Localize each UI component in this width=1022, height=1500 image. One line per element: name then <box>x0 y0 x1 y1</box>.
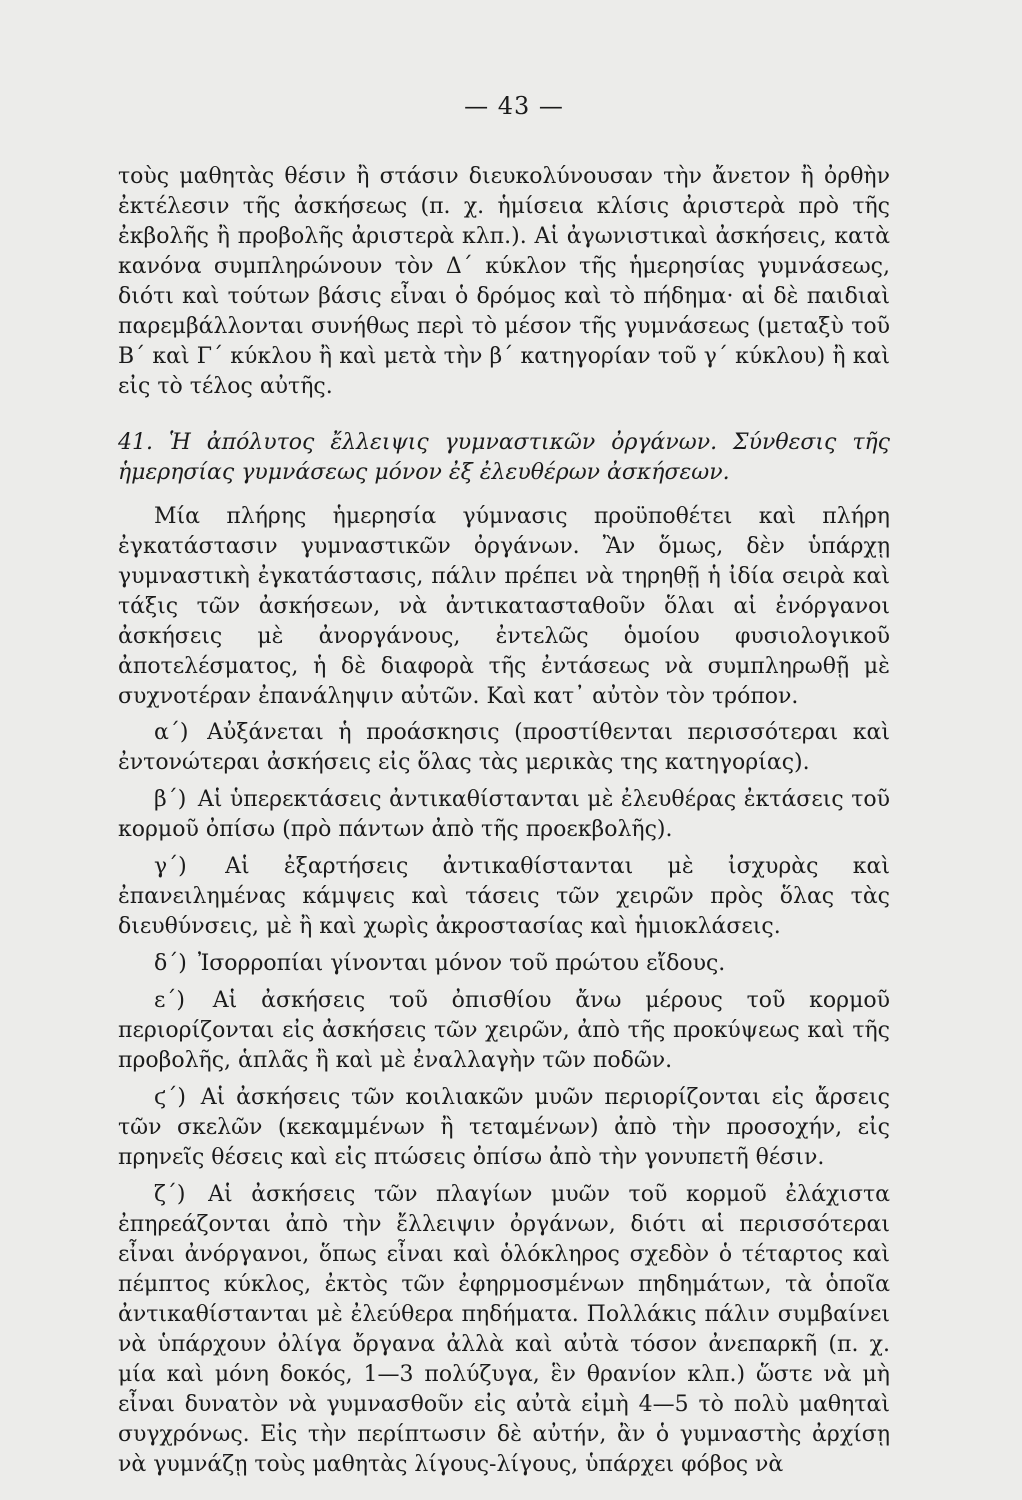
section-title: Ἡ ἀπόλυτος ἔλλειψις γυμναστικῶν ὀργάνων. Σύνθεσις τῆς ἡμερησίας γυμνάσεως μόνον ἐξ ἐλευθέρων ἀσκήσεων. <box>118 430 890 485</box>
page-number: — 43 — <box>464 92 564 120</box>
list-item-marker: ζ΄) <box>154 1182 186 1207</box>
list-item-text: Αἱ ἀσκήσεις τοῦ ὀπισθίου ἄνω μέρους τοῦ κορμοῦ περιορίζονται εἰς ἀσκήσεις τῶν χειρῶν, ἀπὸ τῆς προκύψεως καὶ τῆς προβολῆς, ἁπλᾶς ἢ καὶ μὲ ἐναλλαγὴν τῶν ποδῶν. <box>118 988 890 1073</box>
list-item-text: Αἱ ἀσκήσεις τῶν πλαγίων μυῶν τοῦ κορμοῦ ἐλάχιστα ἐπηρεάζονται ἀπὸ τὴν ἔλλειψιν ὀργάνων, διότι αἱ περισσότεραι εἶναι ἀνόργανοι, ὅπως εἶναι καὶ ὁλόκληρος σχεδὸν ὁ τέταρτος καὶ πέμπτος κύκλος, ἐκτὸς τῶν ἐφηρμοσμένων πηδημάτων, τὰ ὁποῖα ἀντικαθίστανται μὲ ἐλεύθερα πηδήματα. Πολλάκις πάλιν συμβαίνει νὰ ὑπάρχουν ὀλίγα ὄργανα ἀλλὰ καὶ αὐτὰ τόσον ἀνεπαρκῆ (π. χ. μία καὶ μόνη δοκός, 1—3 πολύζυγα, ἓν θρανίον κλπ.) ὥστε νὰ μὴ εἶναι δυνατὸν νὰ γυμνασθοῦν εἰς αὐτὰ εἰμὴ 4—5 τὸ πολὺ μαθηταὶ συγχρόνως. Εἰς τὴν περίπτωσιν δὲ αὐτήν, ἂν ὁ γυμναστὴς ἀρχίσῃ νὰ γυμνάζῃ τοὺς μαθητὰς λίγους-λίγους, ὑπάρχει φόβος νὰ <box>118 1182 890 1477</box>
list-item-text: Αἱ ὑπερεκτάσεις ἀντικαθίστανται μὲ ἐλευθέρας ἐκτάσεις τοῦ κορμοῦ ὀπίσω (πρὸ πάντων ἀπὸ τῆς προεκβολῆς). <box>118 787 890 842</box>
list-item-marker: ε΄) <box>154 988 185 1013</box>
paragraph-intro: Μία πλήρης ἡμερησία γύμνασις προϋποθέτει καὶ πλήρη ἐγκατάστασιν γυμναστικῶν ὀργάνων. Ἂν ὅμως, δὲν ὑπάρχῃ γυμναστικὴ ἐγκατάστασις, πάλιν πρέπει νὰ τηρηθῇ ἡ ἰδία σειρὰ καὶ τάξις τῶν ἀσκήσεων, νὰ ἀντικατασταθοῦν ὅλαι αἱ ἐνόργανοι ἀσκήσεις μὲ ἀνοργάνους, ἐντελῶς ὁμοίου φυσιολογικοῦ ἀποτελέσματος, ἡ δὲ διαφορὰ τῆς ἐντάσεως νὰ συμπληρωθῇ μὲ συχνοτέραν ἐπανάληψιν αὐτῶν. Καὶ κατ᾿ αὐτὸν τὸν τρόπον. <box>118 504 890 709</box>
list-item <box>118 852 890 942</box>
list-item-marker: α΄) <box>154 720 189 745</box>
list-item-marker: γ΄) <box>154 854 187 879</box>
substitution-list <box>118 718 890 1480</box>
paragraph-continuation: τοὺς μαθητὰς θέσιν ἢ στάσιν διευκολύνουσαν τὴν ἄνετον ἢ ὀρθὴν ἐκτέλεσιν τῆς ἀσκήσεως (π. χ. ἡμίσεια κλίσις ἀριστερὰ πρὸ τῆς ἐκβολῆς ἢ προβολῆς ἀριστερὰ κλπ.). Αἱ ἀγωνιστικαὶ ἀσκήσεις, κατὰ κανόνα συμπληρώνουν τὸν Δ΄ κύκλον τῆς ἡμερησίας γυμνάσεως, διότι καὶ τούτων βάσις εἶναι ὁ δρόμος καὶ τὸ πήδημα· αἱ δὲ παιδιαὶ παρεμβάλλονται συνήθως περὶ τὸ μέσον τῆς γυμνάσεως (μεταξὺ τοῦ Β΄ καὶ Γ΄ κύκλου ἢ καὶ μετὰ τὴν β΄ κατηγορίαν τοῦ γ΄ κύκλου) ἢ καὶ εἰς τὸ τέλος αὐτῆς. <box>118 164 890 399</box>
list-item-text: Αἱ ἐξαρτήσεις ἀντικαθίστανται μὲ ἰσχυρὰς καὶ ἐπανειλημένας κάμψεις καὶ τάσεις τῶν χειρῶν πρὸς ὅλας τὰς διευθύνσεις, μὲ ἢ καὶ χωρὶς ἀκροστασίας καὶ ἡμιοκλάσεις. <box>118 854 890 939</box>
list-item-marker: β΄) <box>154 787 187 812</box>
section-heading <box>118 428 890 488</box>
section-number: 41. <box>118 430 153 455</box>
list-item <box>118 986 890 1076</box>
list-item <box>118 1083 890 1173</box>
list-item-text: Ἰσορροπίαι γίνονται μόνον τοῦ πρώτου εἴδους. <box>197 951 726 976</box>
list-item <box>118 718 890 778</box>
list-item-marker: δ΄) <box>154 951 187 976</box>
list-item <box>118 785 890 845</box>
list-item-text: Αὐξάνεται ἡ προάσκησις (προστίθενται περισσότεραι καὶ ἐντονώτεραι ἀσκήσεις εἰς ὅλας τὰς μερικὰς της κατηγορίας). <box>118 720 890 775</box>
list-item <box>118 949 890 979</box>
list-item-text: Αἱ ἀσκήσεις τῶν κοιλιακῶν μυῶν περιορίζονται εἰς ἄρσεις τῶν σκελῶν (κεκαμμένων ἢ τεταμένων) ἀπὸ τὴν προσοχήν, εἰς πρηνεῖς θέσεις καὶ εἰς πτώσεις ὀπίσω ἀπὸ τὴν γονυπετῆ θέσιν. <box>118 1085 890 1170</box>
list-item <box>118 1180 890 1480</box>
list-item-marker: ϛ΄) <box>154 1085 186 1110</box>
